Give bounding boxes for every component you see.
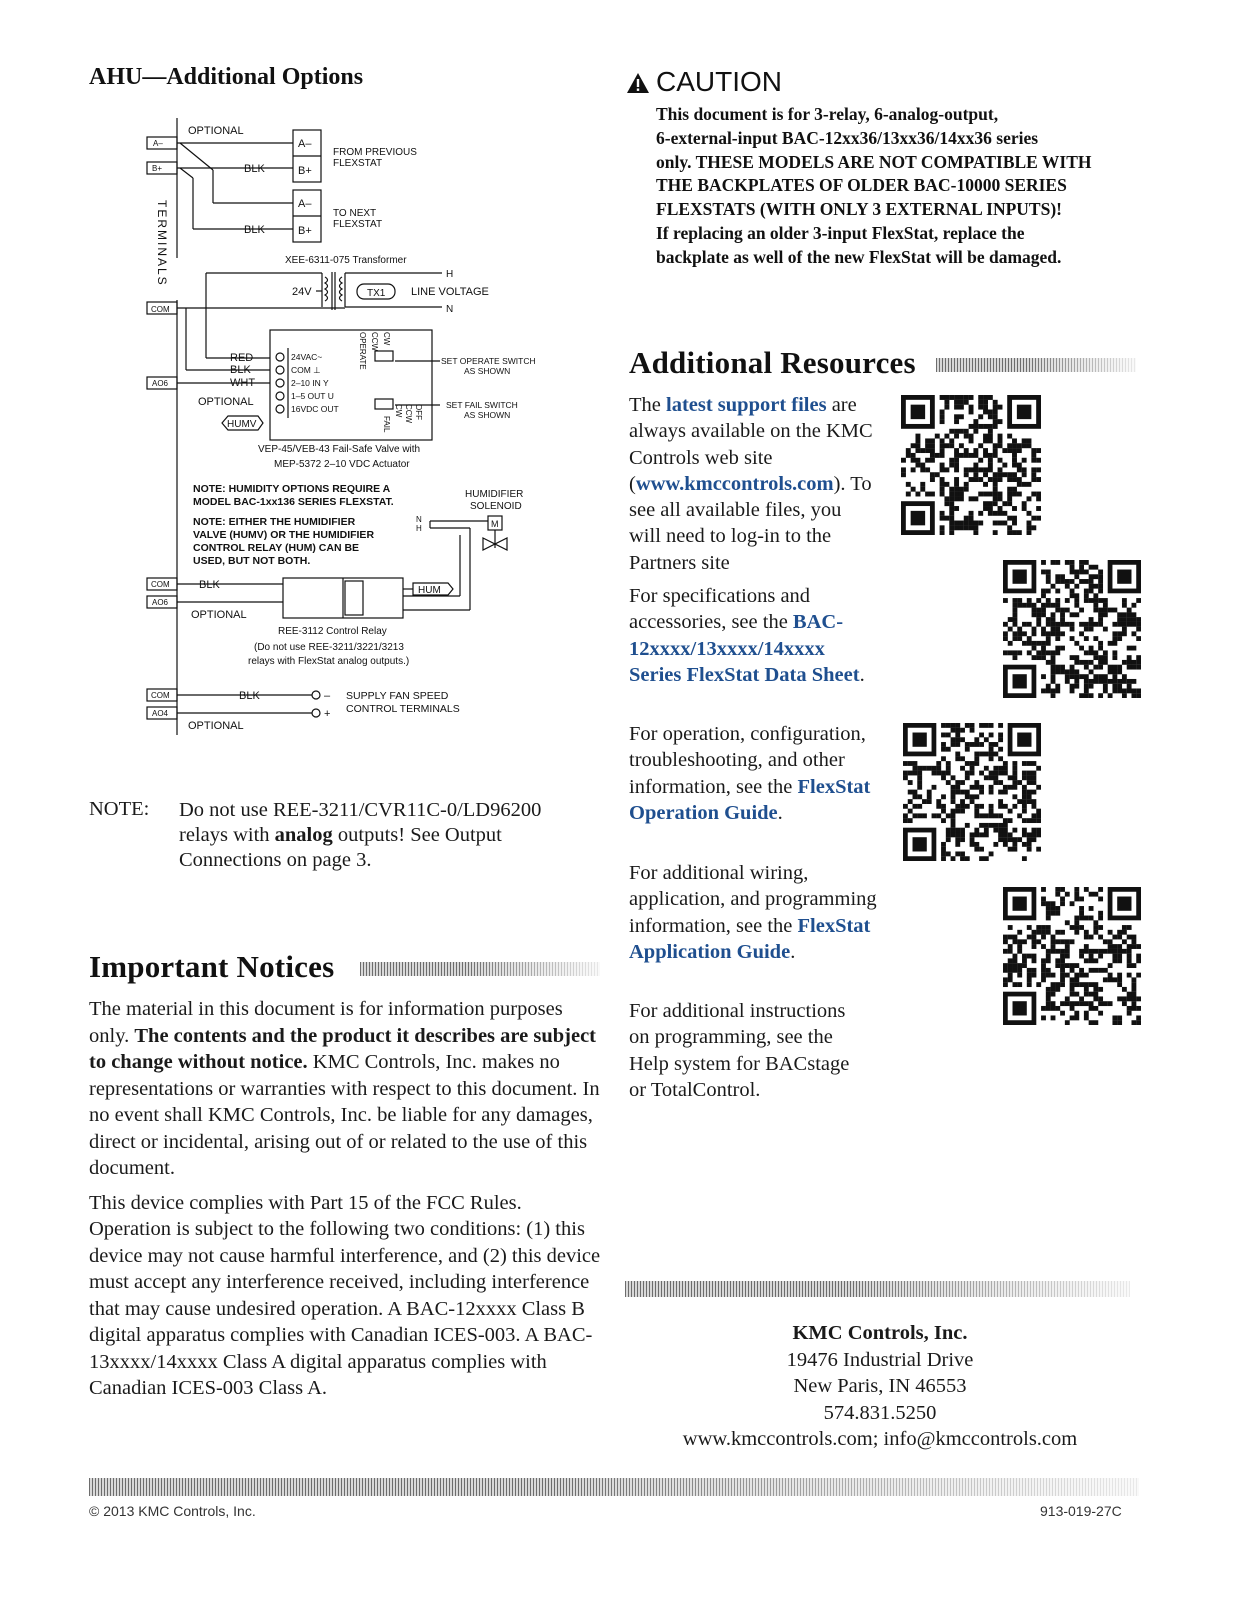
diag-h-2: H xyxy=(416,524,422,533)
resource-4-post: . xyxy=(790,940,796,963)
resource-help-system: For additional instructions on programming, see the Help system for BACstage or TotalControl. xyxy=(629,1000,850,1101)
resource-application-guide xyxy=(629,860,877,965)
operation-guide-link[interactable]: FlexStat Operation Guide xyxy=(629,775,871,824)
diag-ao6-1: AO6 xyxy=(152,379,169,388)
resource-data-sheet xyxy=(629,583,874,688)
caution-body xyxy=(656,103,1126,270)
diag-a-minus: A– xyxy=(153,139,163,148)
address-divider-bar xyxy=(625,1281,1130,1297)
diag-note2-1: NOTE: EITHER THE HUMIDIFIER xyxy=(193,516,356,528)
diag-minus: – xyxy=(324,690,331,702)
diag-ccw-1: CCW xyxy=(370,332,379,352)
resources-title-bar xyxy=(936,358,1136,372)
resource-2-post: . xyxy=(859,663,865,686)
caution-line-1: This document is for 3-relay, 6-analog-output, xyxy=(656,104,999,124)
note-line-2-bold: analog xyxy=(274,824,333,846)
notices-p1-b: KMC Controls, Inc. makes no representations or warranties with respect to this document. In no event shall KMC Controls, Inc. be liable for any damages, direct or incidental, arising out of or related to the use of this document. xyxy=(89,1051,600,1179)
company-city: New Paris, IN 46553 xyxy=(793,1375,967,1397)
diag-blk-4: BLK xyxy=(199,579,220,591)
wiring-diagram xyxy=(130,110,600,740)
diag-cw-2: CW xyxy=(394,404,403,418)
resource-3-pre: For operation, configuration, troubleshooting, and other information, see the xyxy=(629,723,866,798)
notices-body xyxy=(89,996,604,1410)
footer-doc-number: 913-019-27C xyxy=(1040,1503,1122,1519)
diag-line-voltage: LINE VOLTAGE xyxy=(411,286,489,298)
diag-a-minus-prev: A– xyxy=(298,138,312,150)
diag-note2-4: USED, BUT NOT BOTH. xyxy=(193,555,311,567)
diag-humv: HUMV xyxy=(227,419,257,430)
diag-relay-3: relays with FlexStat analog outputs.) xyxy=(248,656,410,667)
company-web-email: www.kmccontrols.com; info@kmccontrols.com xyxy=(682,1428,1078,1450)
diag-optional-1: OPTIONAL xyxy=(188,125,244,137)
diag-blk-1: BLK xyxy=(244,163,265,175)
diag-24v: 24V xyxy=(292,286,312,298)
diag-blk-3: BLK xyxy=(230,364,251,376)
note-line-1: Do not use REE-3211/CVR11C-0/LD96200 xyxy=(179,799,542,821)
caution-line-2: 6-external-input BAC-12xx36/13xx36/14xx36 series xyxy=(656,127,1039,148)
caution-line-5: FLEXSTATS (WITH ONLY 3 EXTERNAL INPUTS)! xyxy=(656,199,1062,220)
footer-copyright: © 2013 KMC Controls, Inc. xyxy=(89,1503,256,1519)
resource-4-pre: For additional wiring, application, and programming information, see the xyxy=(629,862,877,937)
diag-operate: OPERATE xyxy=(358,332,367,370)
caution-line-6: If replacing an older 3-input FlexStat, replace the xyxy=(656,222,1025,243)
data-sheet-link[interactable]: BAC-12xxxx/13xxxx/14xxxx Series FlexStat Data Sheet xyxy=(629,611,860,686)
diag-red: RED xyxy=(230,352,254,364)
diag-ao6-2: AO6 xyxy=(152,598,169,607)
diag-valve-2: MEP-5372 2–10 VDC Actuator xyxy=(274,459,410,470)
footer-bar xyxy=(89,1478,1139,1496)
resource-3-post: . xyxy=(777,801,783,824)
diag-optional-4: OPTIONAL xyxy=(188,720,244,732)
diag-flexstat-1: FLEXSTAT xyxy=(333,158,383,169)
diag-note2-3: CONTROL RELAY (HUM) CAN BE xyxy=(193,542,360,554)
note-line-2-post: outputs! See Output xyxy=(332,824,502,846)
diag-supply-1: SUPPLY FAN SPEED xyxy=(346,690,449,702)
diag-wht: WHT xyxy=(230,377,256,389)
diag-note1-1: NOTE: HUMIDITY OPTIONS REQUIRE A xyxy=(193,483,391,495)
diag-n: N xyxy=(446,304,454,315)
note-text xyxy=(179,798,599,873)
notices-paragraph-2: This device complies with Part 15 of the FCC Rules. Operation is subject to the following two conditions: (1) this device may not cause harmful interference, and (2) this device must accept any interference received, including interference that may cause undesired operation. A BAC-12xxxx Class B digital apparatus complies with Canadian ICES-003. A BAC-13xxxx/14xxxx Class A digital apparatus complies with Canadian ICES-003 Class A. xyxy=(89,1191,601,1399)
notices-paragraph-1 xyxy=(89,996,604,1182)
note-label: NOTE: xyxy=(89,798,150,820)
diag-off: OFF xyxy=(414,404,423,420)
diag-hum: HUM xyxy=(418,585,441,596)
diag-ao4: AO4 xyxy=(152,709,169,718)
diag-optional-3: OPTIONAL xyxy=(191,609,247,621)
company-name: KMC Controls, Inc. xyxy=(792,1322,968,1344)
notices-p1-bold: The contents and the product it describes are subject to change without notice. xyxy=(89,1024,596,1073)
diag-relay-2: (Do not use REE-3211/3221/3213 xyxy=(254,642,404,653)
caution-title: CAUTION xyxy=(656,66,782,97)
qr-code-operation-guide[interactable] xyxy=(903,723,1041,861)
diag-b-plus-next: B+ xyxy=(298,225,312,237)
diag-1-5: 1–5 OUT U xyxy=(291,391,334,401)
note-line-2 xyxy=(179,823,599,848)
resource-operation-guide xyxy=(629,721,877,826)
company-phone: 574.831.5250 xyxy=(823,1401,937,1424)
diag-note1-2: MODEL BAC-1xx136 SERIES FLEXSTAT. xyxy=(193,496,394,508)
diag-blk-5: BLK xyxy=(239,690,260,702)
diag-set-operate-2: AS SHOWN xyxy=(464,366,511,376)
diag-set-fail-1: SET FAIL SWITCH xyxy=(446,400,518,410)
diag-2-10: 2–10 IN Y xyxy=(291,378,329,388)
qr-code-support-files[interactable] xyxy=(901,395,1041,535)
diag-com-1: COM xyxy=(151,305,170,314)
caution-line-4: THE BACKPLATES OF OLDER BAC-10000 SERIES xyxy=(656,175,1067,196)
ahu-title: AHU—Additional Options xyxy=(89,64,364,90)
notices-title-bar xyxy=(360,962,600,976)
diag-b-plus-prev: B+ xyxy=(298,165,312,177)
company-street: 19476 Industrial Drive xyxy=(786,1348,974,1371)
caution-line-3: only. THESE MODELS ARE NOT COMPATIBLE WITH xyxy=(656,151,1092,172)
diag-relay-1: REE-3112 Control Relay xyxy=(278,626,387,637)
diag-terminals: TERMINALS xyxy=(155,200,169,287)
diag-a-minus-next: A– xyxy=(298,198,312,210)
diag-valve-1: VEP-45/VEB-43 Fail-Safe Valve with xyxy=(258,444,421,455)
qr-code-application-guide[interactable] xyxy=(1003,887,1141,1025)
resource-support-files xyxy=(629,392,874,576)
notices-p1-a: The material in this document is for information purposes only. xyxy=(89,998,563,1047)
note-line-3: Connections on page 3. xyxy=(179,849,372,871)
diag-to-next: TO NEXT xyxy=(333,208,377,219)
diag-com-3: COM xyxy=(151,691,170,700)
diag-flexstat-2: FLEXSTAT xyxy=(333,219,383,230)
diag-n-2: N xyxy=(416,515,422,524)
diag-note2-2: VALVE (HUMV) OR THE HUMIDIFIER xyxy=(193,529,375,541)
diag-ccw-2: CCW xyxy=(404,404,413,424)
kmc-website-link[interactable]: www.kmccontrols.com xyxy=(635,472,834,495)
diag-b-plus: B+ xyxy=(152,164,163,173)
diag-plus: + xyxy=(324,708,331,720)
warning-icon xyxy=(626,72,650,94)
diag-com-2: COM xyxy=(151,580,170,589)
diag-m: M xyxy=(491,519,499,529)
resource-1-post: ). To see all available files, you will need to log-in to the Partners site xyxy=(629,472,872,574)
diag-supply-2: CONTROL TERMINALS xyxy=(346,703,460,715)
qr-code-data-sheet[interactable] xyxy=(1003,560,1141,698)
support-files-link[interactable]: latest support files xyxy=(666,394,827,416)
diag-from-previous: FROM PREVIOUS xyxy=(333,147,417,158)
diag-h: H xyxy=(446,269,454,280)
diag-optional-2: OPTIONAL xyxy=(198,396,254,408)
diag-set-operate-1: SET OPERATE SWITCH xyxy=(441,356,536,366)
diag-fail: FAIL xyxy=(382,416,391,433)
diag-t-com: COM ⊥ xyxy=(291,365,321,375)
diag-blk-2: BLK xyxy=(244,224,265,236)
company-address xyxy=(640,1320,1120,1453)
resources-title: Additional Resources xyxy=(629,345,916,380)
diag-24vac: 24VAC~ xyxy=(291,352,323,362)
diag-set-fail-2: AS SHOWN xyxy=(464,410,511,420)
notices-title: Important Notices xyxy=(89,949,335,984)
diag-transformer: XEE-6311-075 Transformer xyxy=(285,255,407,266)
resource-1-mid: are always available on the KMC Controls web site ( xyxy=(629,394,873,495)
diag-humidifier-2: SOLENOID xyxy=(470,501,522,512)
diag-tx1: TX1 xyxy=(367,288,386,299)
diag-16vdc: 16VDC OUT xyxy=(291,404,339,414)
resource-2-pre: For specifications and accessories, see the xyxy=(629,585,811,634)
resource-1-pre: The xyxy=(629,394,666,416)
diag-humidifier-1: HUMIDIFIER xyxy=(465,489,524,500)
note-line-2-pre: relays with xyxy=(179,824,275,846)
caution-line-7: backplate as well of the new FlexStat will be damaged. xyxy=(656,246,1062,267)
application-guide-link[interactable]: FlexStat Application Guide xyxy=(629,914,871,963)
diag-cw-1: CW xyxy=(382,332,391,346)
